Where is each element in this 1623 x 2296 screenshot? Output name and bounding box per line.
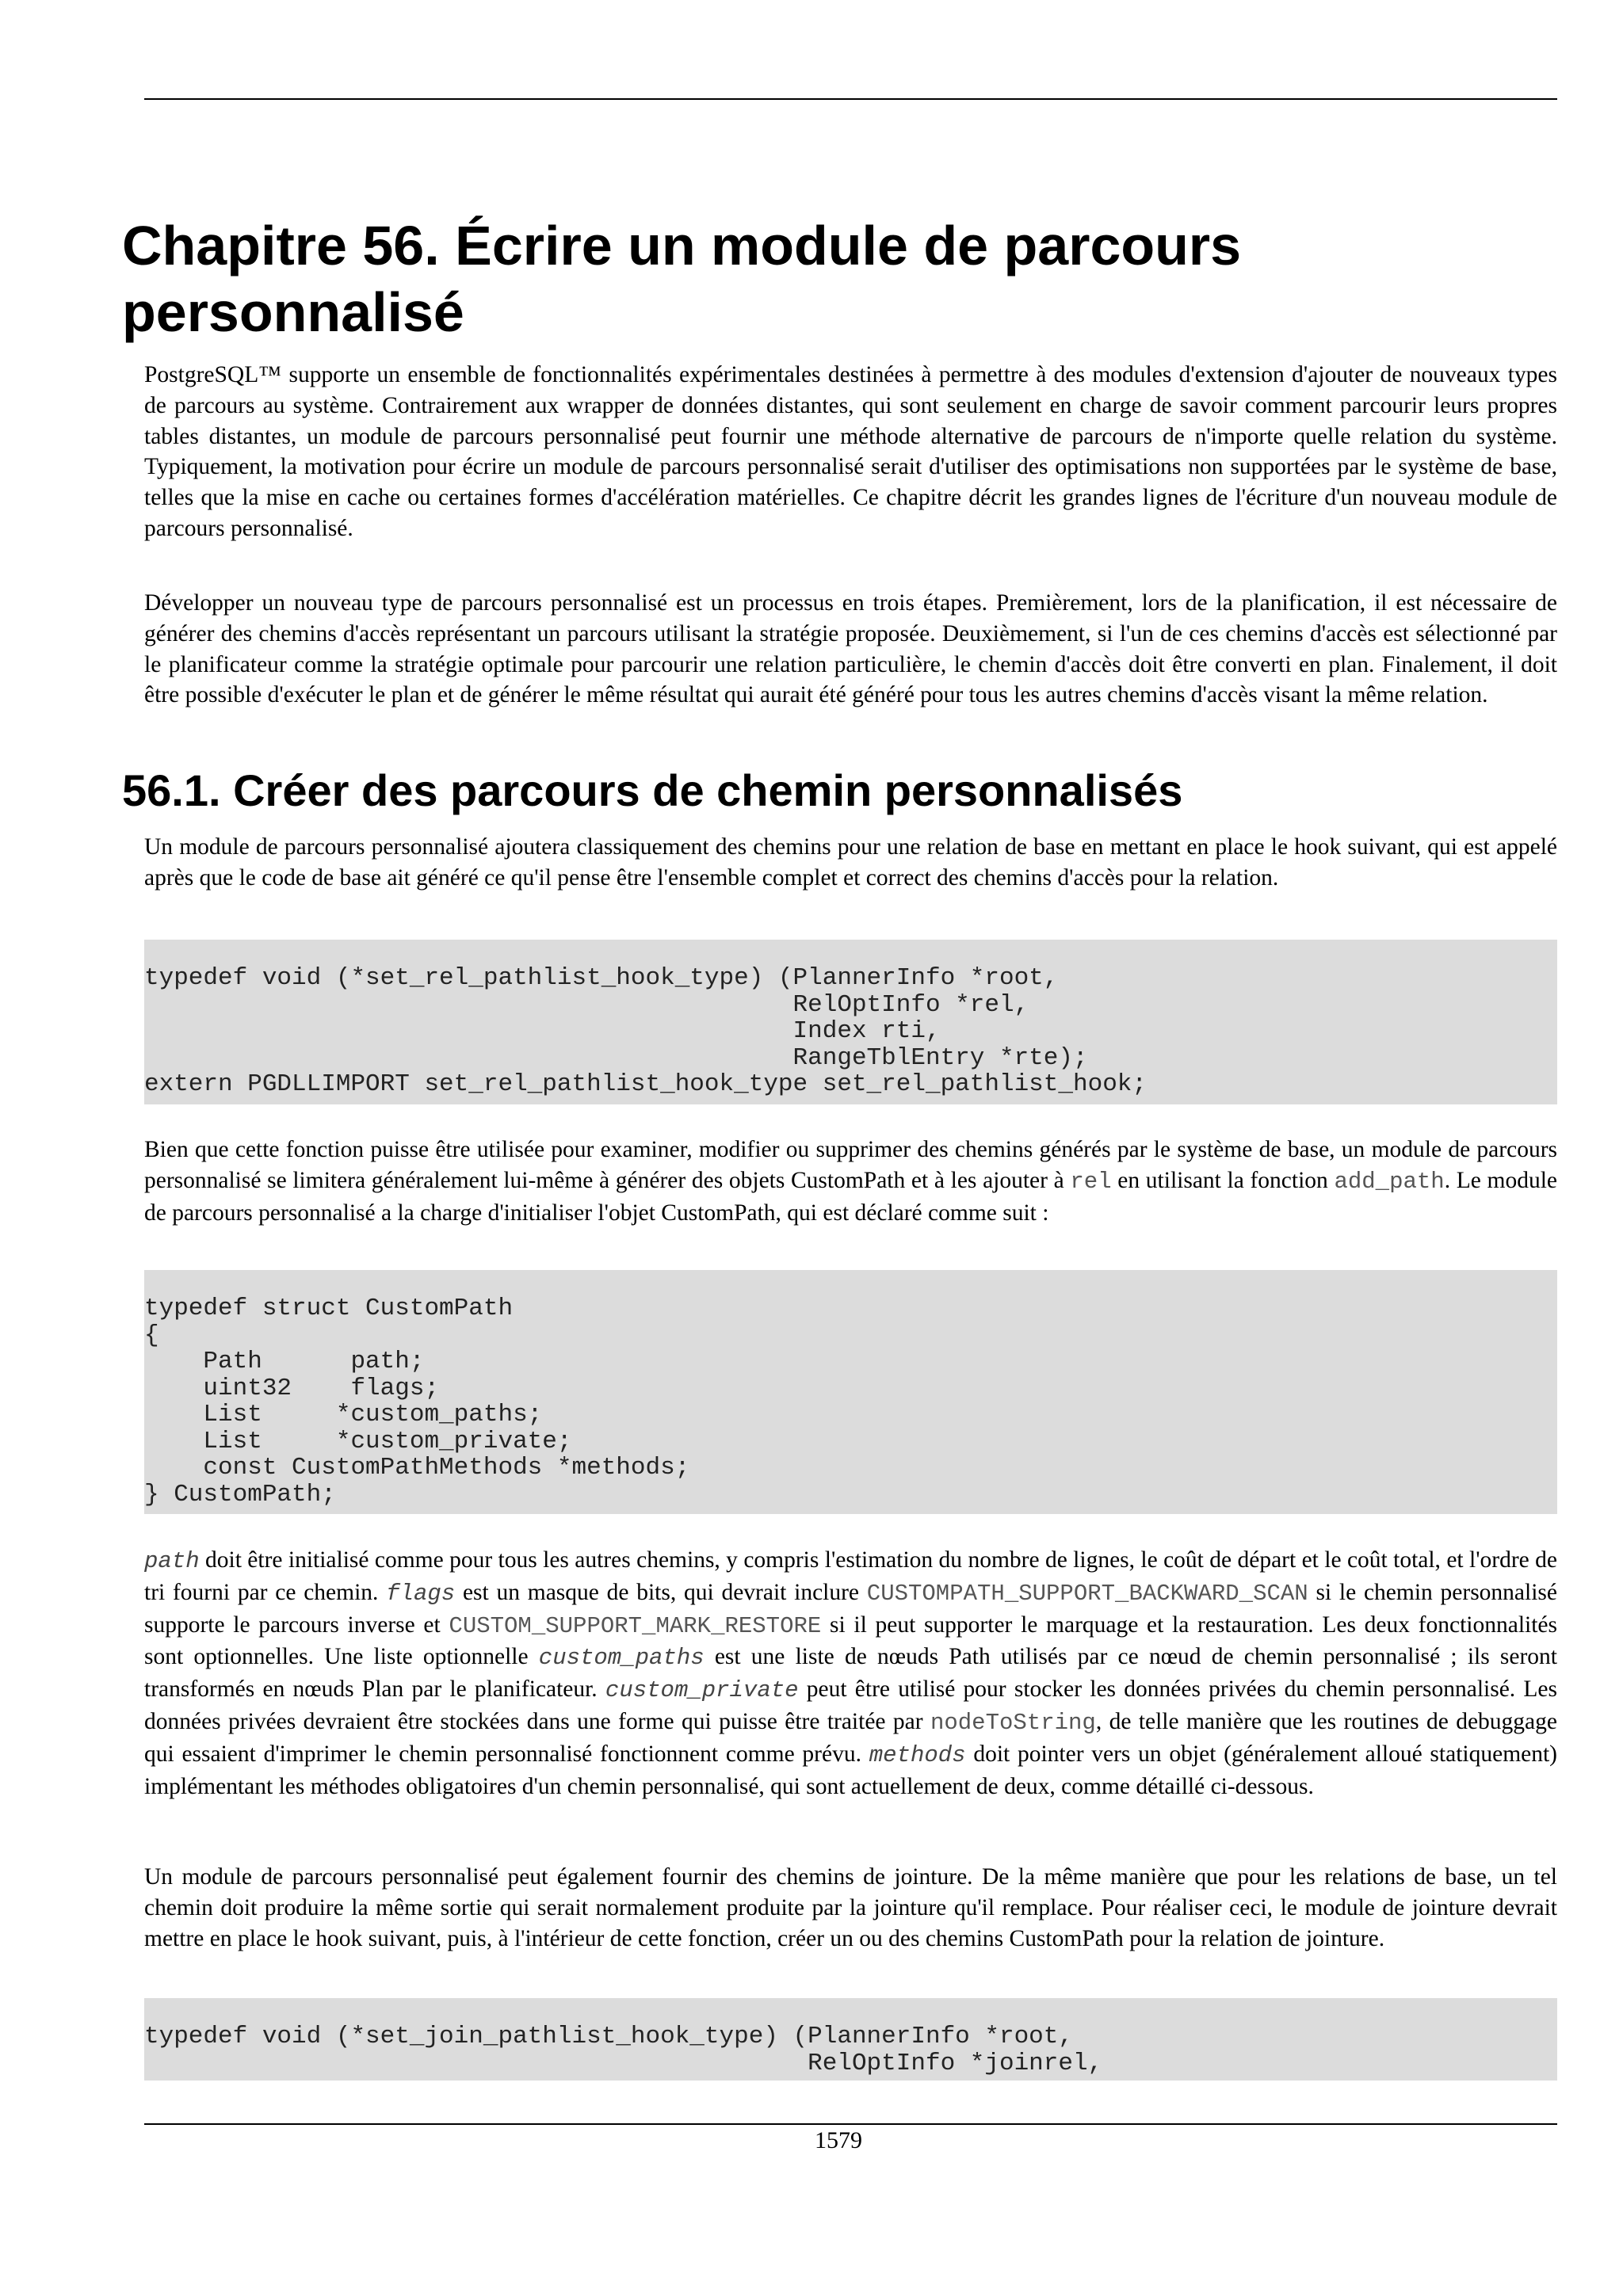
text: si il peut supporter le marquage et la restauration. Les deux fonctionnalités sont optionnelles. Une liste optionnelle — [144, 1611, 1557, 1670]
section-paragraph-2 — [144, 1135, 1557, 1228]
text: si le chemin personnalisé supporte le parcours inverse et — [144, 1579, 1557, 1638]
section-paragraph-3 — [144, 1545, 1557, 1802]
text: . Le module de parcours personnalisé a la charge d'initialiser l'objet CustomPath, qui est déclaré comme suit : — [144, 1167, 1557, 1226]
text: doit être initialisé comme pour tous les autres chemins, y compris l'estimation du nombre de lignes, le coût de départ et le coût total, et l'ordre de tri fourni par ce chemin. — [144, 1547, 1557, 1605]
inline-code-mark-restore: CUSTOM_SUPPORT_MARK_RESTORE — [449, 1612, 822, 1639]
inline-code-custom-paths: custom_paths — [538, 1645, 705, 1672]
inline-code-add-path: add_path — [1334, 1168, 1445, 1195]
page-number: 1579 — [815, 2127, 862, 2153]
inline-code-custom-private: custom_private — [605, 1677, 799, 1704]
inline-code-methods: methods — [869, 1741, 966, 1768]
inline-code-path: path — [144, 1548, 200, 1574]
code-text: typedef void (*set_join_pathlist_hook_type) (PlannerInfo *root, RelOptInfo *joinrel, — [144, 2023, 1103, 2077]
section-paragraph-4: Un module de parcours personnalisé peut également fournir des chemins de jointure. De la même manière que pour les relations de base, un tel chemin doit produire la même sortie qui serait normalement produite par la jointure qu'il remplace. Pour réaliser ceci, le module de jointure devrait mettre en place le hook suivant, puis, à l'intérieur de cette fonction, créer un ou des chemins CustomPath pour la relation de jointure. — [144, 1864, 1557, 1951]
code-text: typedef struct CustomPath { Path path; uint32 flags; List *custom_paths; List *custom_private; const CustomPathMethods *methods; } CustomPath; — [144, 1295, 690, 1508]
header-rule — [144, 98, 1557, 100]
code-block-custompath-struct — [144, 1270, 1557, 1514]
text: en utilisant la fonction — [1111, 1167, 1335, 1193]
text: Bien que cette fonction puisse être utilisée pour examiner, modifier ou supprimer des chemins générés par le système de base, un module de parcours personnalisé se limitera généralement lui-même à générer des objets CustomPath et à les ajouter à — [144, 1137, 1557, 1193]
inline-code-nodetostring: nodeToString — [930, 1709, 1096, 1736]
text: , de telle manière que les routines de debuggage qui essaient d'imprimer le chemin personnalisé fonctionnent comme prévu. — [144, 1708, 1557, 1767]
text: est une liste de nœuds Path utilisés par ce nœud de chemin personnalisé ; ils seront transformés en nœuds Plan par le planificateur. — [144, 1644, 1557, 1703]
inline-code-flags: flags — [386, 1580, 456, 1607]
text: peut être utilisé pour stocker les données privées du chemin personnalisé. Les données privées devraient être stockées dans une forme qui puisse être traitée par — [144, 1676, 1557, 1734]
intro-paragraph-2: Développer un nouveau type de parcours personnalisé est un processus en trois étapes. Premièrement, lors de la planification, il est nécessaire de générer des chemins d'accès représentant un parcours utilisant la stratégie proposée. Deuxièmement, si l'un de ces chemins d'accès est sélectionné par le planificateur comme la stratégie optimale pour parcourir une relation particulière, le chemin d'accès doit être converti en plan. Finalement, il doit être possible d'exécuter le plan et de générer le même résultat qui aurait été généré pour tous les autres chemins d'accès visant la même relation. — [144, 590, 1557, 708]
code-block-set-join-pathlist-hook — [144, 1998, 1557, 2081]
chapter-title: Chapitre 56. Écrire un module de parcours personnalisé — [122, 215, 1242, 343]
inline-code-backward-scan: CUSTOMPATH_SUPPORT_BACKWARD_SCAN — [866, 1580, 1308, 1607]
text: doit pointer vers un objet (généralement alloué statiquement) implémentant les méthodes obligatoires d'un chemin personnalisé, qui sont actuellement de deux, comme détaillé ci-dessous. — [144, 1741, 1558, 1799]
section-paragraph-1: Un module de parcours personnalisé ajoutera classiquement des chemins pour une relation de base en mettant en place le hook suivant, qui est appelé après que le code de base ait généré ce qu'il pense être l'ensemble complet et correct des chemins d'accès pour la relation. — [144, 834, 1557, 891]
text: est un masque de bits, qui devrait inclure — [455, 1579, 867, 1605]
inline-code-rel: rel — [1070, 1168, 1112, 1195]
code-text: typedef void (*set_rel_pathlist_hook_type) (PlannerInfo *root, RelOptInfo *rel, Index rti, RangeTblEntry *rte); extern PGDLLIMPORT set_rel_pathlist_hook_type set_rel_pathlist_hook; — [144, 964, 1148, 1098]
footer-rule — [144, 2123, 1557, 2125]
intro-paragraph-1: PostgreSQL™ supporte un ensemble de fonctionnalités expérimentales destinées à permettre à des modules d'extension d'ajouter de nouveaux types de parcours au système. Contrairement aux wrapper de données distantes, qui sont seulement en charge de savoir comment parcourir leurs propres tables distantes, un module de parcours personnalisé peut fournir une méthode alternative de parcours de n'importe quelle relation du système. Typiquement, la motivation pour écrire un module de parcours personnalisé serait d'utiliser des optimisations non supportées par le système de base, telles que la mise en cache ou certaines formes d'accélération matérielles. Ce chapitre décrit les grandes lignes de l'écriture d'un nouveau module de parcours personnalisé. — [144, 362, 1557, 541]
code-block-set-rel-pathlist-hook — [144, 940, 1557, 1104]
section-title: 56.1. Créer des parcours de chemin personnalisés — [122, 765, 1183, 815]
